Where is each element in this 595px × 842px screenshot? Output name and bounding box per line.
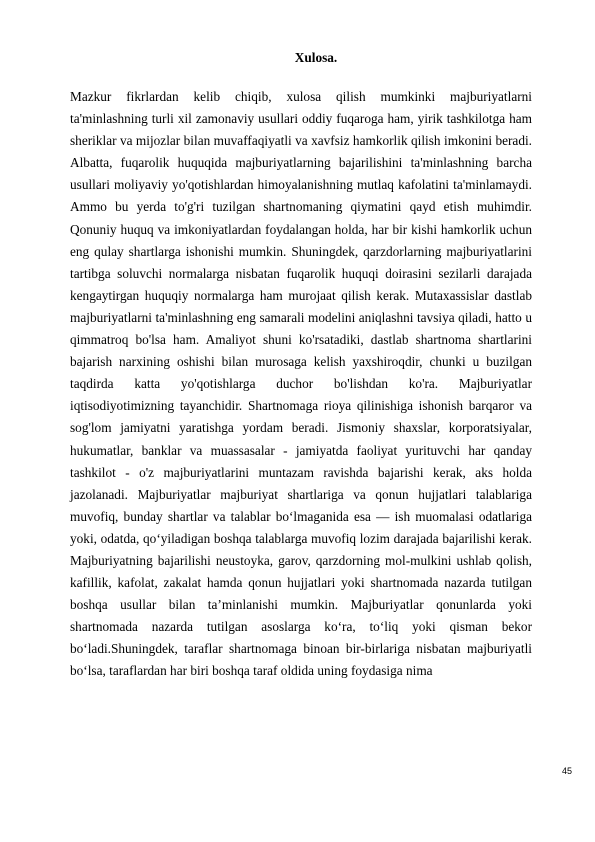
page-number: 45 <box>562 766 573 776</box>
body-paragraph: Mazkur fikrlardan kelib chiqib, xulosa qilish mumkinki majburiyatlarni ta'minlashning turli xil zamonaviy usullari oddiy fuqaroga ham, yirik tashkilotga ham sheriklar va mijozlar bilan muvaffaqiyatli va xavfsiz hamkorlik qilish imkonini beradi. Albatta, fuqarolik huquqida majburiyatlarning bajarilishini ta'minlashning barcha usullari moliyaviy yo'qotishlardan himoyalanishning mutlaq kafolatini ta'minlamaydi. Ammo bu yerda to'g'ri tuzilgan shartnomaning qiymatini qayd etish muhimdir. Qonuniy huquq va imkoniyatlardan foydalangan holda, har bir kishi hamkorlik uchun eng qulay shartlarga ishonishi mumkin. Shuningdek, qarzdorlarning majburiyatlarini tartibga soluvchi normalarga nisbatan fuqarolik huquqi doirasini sezilarli darajada kengaytirgan huquqiy normalarga ham murojaat qilish kerak. Mutaxassislar dastlab majburiyatlarni ta'minlashning eng samarali modelini aniqlashni tavsiya qiladi, hatto u qimmatroq bo'lsa ham. Amaliyot shuni ko'rsatadiki, dastlab shartnoma shartlarini bajarish narxining oshishi bilan murosaga kelish yaxshiroqdir, chunki u buzilgan taqdirda katta yo'qotishlarga duchor bo'lishdan ko'ra. Majburiyatlar iqtisodiyotimizning tayanchidir. Shartnomaga rioya qilinishiga ishonish barqaror va sog'lom jamiyatni yaratishga yordam beradi. Jismoniy shaxslar, korporatsiyalar, hukumatlar, banklar va muassasalar - jamiyatda faoliyat yurituvchi har qanday tashkilot - o'z majburiyatlarini muntazam ravishda bajarishi kerak, aks holda jazolanadi. Majburiyatlar majburiyat shartlariga va qonun hujjatlari talablariga muvofiq, bunday shartlar va talablar bo‘lmaganida esa — ish muomalasi odatlariga yoki, odatda, qo‘yiladigan boshqa talablarga muvofiq lozim darajada bajarilishi kerak. Majburiyatning bajarilishi neustoyka, garov, qarzdorning mol-mulkini ushlab qolish, kafillik, kafolat, zakalat hamda qonun hujjatlari yoki shartnomada nazarda tutilgan boshqa usullar bilan ta’minlanishi mumkin. Majburiyatlar qonunlarda yoki shartnomada nazarda tutilgan asoslarga ko‘ra, to‘liq yoki qisman bekor bo‘ladi.Shuningdek, taraflar shartnomaga binoan bir-birlariga nisbatan majburiyatli bo‘lsa, taraflardan har biri boshqa taraf oldida uning foydasiga nima <box>70 89 532 679</box>
page-title: Xulosa. <box>294 50 338 65</box>
